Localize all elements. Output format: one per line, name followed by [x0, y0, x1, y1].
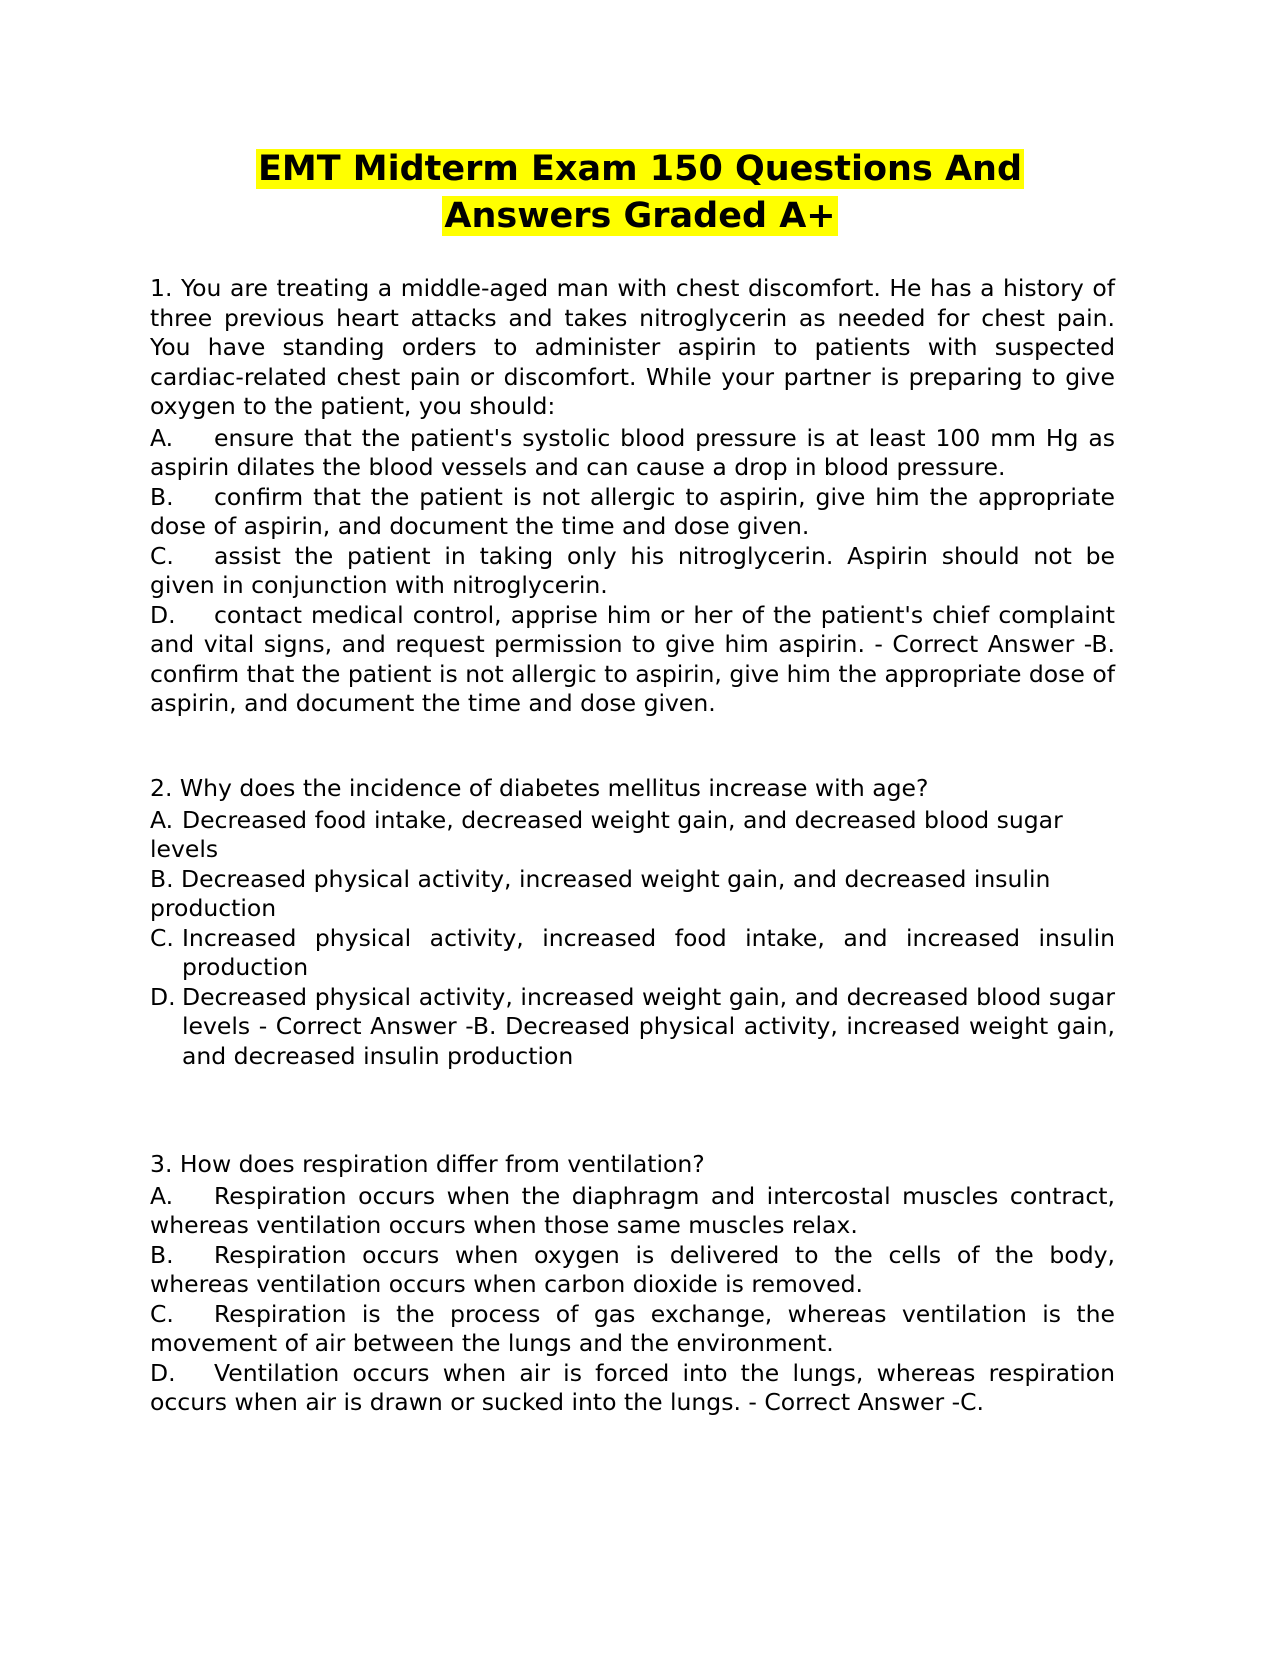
option-c: [150, 924, 1115, 983]
option-letter: B.: [150, 482, 174, 511]
option-d: [150, 601, 1115, 719]
option-text: confirm that the patient is not allergic to aspirin, give him the appropriate dose of aspirin, and document the time and dose given.: [150, 482, 1115, 540]
question-1: [150, 274, 1115, 719]
option-b-continuation: production: [150, 894, 277, 922]
title-line-1: EMT Midterm Exam 150 Questions And: [257, 149, 1023, 189]
option-text: Ventilation occurs when air is forced into the lungs, whereas respiration occurs when air is drawn or sucked into the lungs. - Correct Answer -C.: [150, 1358, 1115, 1416]
option-b: B. Decreased physical activity, increased weight gain, and decreased insulin: [150, 864, 1051, 893]
option-text: assist the patient in taking only his nitroglycerin. Aspirin should not be given in conjunction with nitroglycerin.: [150, 541, 1115, 599]
option-text: Respiration occurs when the diaphragm and intercostal muscles contract, whereas ventilation occurs when those same muscles relax.: [150, 1181, 1115, 1239]
title-line-2: Answers Graded A+: [444, 196, 836, 236]
option-letter: A.: [150, 805, 174, 834]
option-letter: B.: [150, 1240, 174, 1269]
option-letter: A.: [150, 1181, 174, 1210]
option-letter: D.: [150, 982, 176, 1011]
option-letter: C.: [150, 923, 174, 952]
option-text: Increased physical activity, increased food intake, and increased insulin production: [182, 923, 1115, 981]
option-a: [150, 424, 1115, 483]
option-letter: C.: [150, 541, 174, 570]
question-stem: 3. How does respiration differ from ventilation?: [150, 1150, 705, 1178]
option-c: [150, 1300, 1115, 1359]
option-letter: C.: [150, 1299, 174, 1328]
option-d: [150, 983, 1115, 1072]
option-text: ensure that the patient's systolic blood pressure is at least 100 mm Hg as aspirin dilates the blood vessels and can cause a drop in blood pressure.: [150, 423, 1115, 481]
option-b: [150, 483, 1115, 542]
question-3: [150, 1150, 1115, 1418]
question-stem: 2. Why does the incidence of diabetes mellitus increase with age?: [150, 774, 929, 802]
option-letter: D.: [150, 600, 176, 629]
option-a: [150, 1182, 1115, 1241]
option-letter: A.: [150, 423, 174, 452]
option-letter: D.: [150, 1358, 176, 1387]
option-a-continuation: levels: [150, 835, 219, 863]
option-text: contact medical control, apprise him or her of the patient's chief complaint and vital signs, and request permission to give him aspirin. - Correct Answer -B. confirm that the patient is not allergic to aspirin, give him the appropriate dose of aspirin, and document the time and dose given.: [150, 600, 1115, 717]
option-text: Respiration is the process of gas exchange, whereas ventilation is the movement of air between the lungs and the environment.: [150, 1299, 1115, 1357]
option-text: Respiration occurs when oxygen is delivered to the cells of the body, whereas ventilation occurs when carbon dioxide is removed.: [150, 1240, 1115, 1298]
option-text: Decreased physical activity, increased weight gain, and decreased blood sugar levels - Correct Answer -B. Decreased physical activity, increased weight gain, and decreased insulin production: [182, 982, 1115, 1070]
question-stem: 1. You are treating a middle-aged man with chest discomfort. He has a history of three previous heart attacks and takes nitroglycerin as needed for chest pain. You have standing orders to administer aspirin to patients with suspected cardiac-related chest pain or discomfort. While your partner is preparing to give oxygen to the patient, you should:: [150, 274, 1115, 420]
question-2: [150, 774, 1115, 1071]
option-c: [150, 542, 1115, 601]
option-a: [150, 806, 1115, 836]
page-title: [0, 146, 1280, 240]
option-b: [150, 1241, 1115, 1300]
option-text: Decreased food intake, decreased weight gain, and decreased blood sugar: [182, 805, 1063, 834]
option-d: [150, 1359, 1115, 1418]
